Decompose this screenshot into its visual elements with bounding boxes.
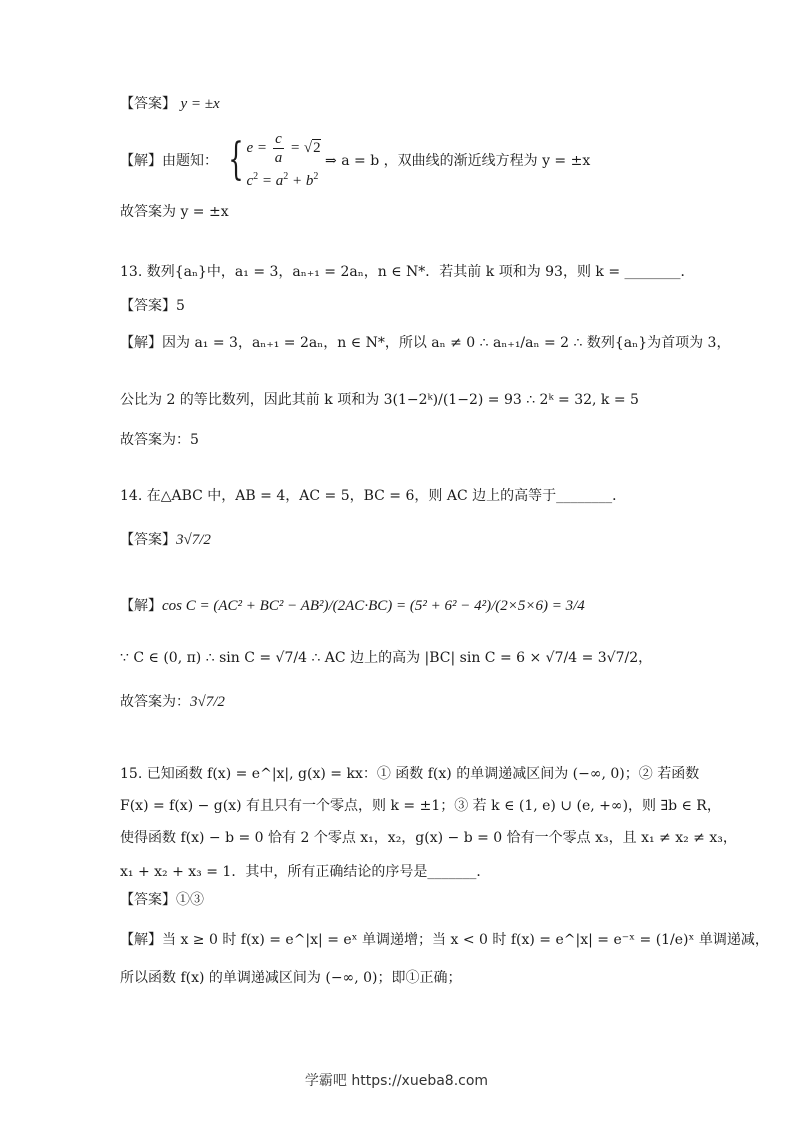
q15-stem-line1 [120, 764, 699, 784]
q15-solution-line2: 所以函数 f(x) 的单调递减区间为 (−∞, 0)；即①正确； [120, 970, 462, 986]
solution-intro: 由题知： [162, 153, 218, 169]
q13-solution-line2: 公比为 2 的等比数列，因此其前 k 项和为 3(1−2ᵏ)/(1−2) = 93 ∴ 2ᵏ = 32, k = 5 [120, 392, 639, 408]
q13-answer [120, 296, 185, 316]
question-text: 数列{aₙ}中，a₁ = 3，aₙ₊₁ = 2aₙ，n ∈ N*．若其前 k 项和为 93，则 k = ________． [146, 264, 695, 280]
q15-stem-line4: x₁ + x₂ + x₃ = 1．其中，所有正确结论的序号是_______． [120, 864, 491, 880]
q15-stem-line2: F(x) = f(x) − g(x) 有且只有一个零点，则 k = ±1；③ 若 k ∈ (1, e) ∪ (e, +∞)，则 ∃b ∈ R， [120, 798, 721, 814]
solution-result: ⇒ a = b ，双曲线的渐近线方程为 y = ±x [325, 153, 591, 169]
answer-value: 5 [176, 298, 185, 314]
solution-label: 【解】 [120, 598, 162, 614]
q12-answer [120, 94, 220, 114]
solution-label: 【解】 [120, 932, 162, 948]
q15-solution-line1 [120, 930, 769, 950]
solution-text: 因为 a₁ = 3，aₙ₊₁ = 2aₙ，n ∈ N*，所以 aₙ ≠ 0 ∴ aₙ₊₁/aₙ = 2 ∴ 数列{aₙ}为首项为 3， [162, 335, 731, 351]
question-text: 已知函数 f(x) = e^|x|, g(x) = kx：① 函数 f(x) 的单调递减区间为 (−∞, 0)；② 若函数 [146, 766, 700, 782]
answer-label: 【答案】 [120, 532, 176, 548]
conclusion-value: 3√7/2 [190, 694, 225, 710]
answer-label: 【答案】 [120, 298, 176, 314]
q14-stem [120, 486, 626, 506]
solution-text: cos C = (AC² + BC² − AB²)/(2AC·BC) = (5² + 6² − 4²)/(2×5×6) = 3/4 [162, 598, 585, 614]
q14-conclusion [120, 692, 225, 712]
q12-conclusion: 故答案为 y = ±x [120, 204, 229, 220]
q14-answer [120, 530, 211, 550]
answer-label: 【答案】 [120, 892, 176, 908]
q13-conclusion: 故答案为：5 [120, 432, 199, 448]
equation-system: { e = $\frac{c}{a}$ = √2 $c^2 = a^2 + b^2$ [228, 131, 321, 189]
question-number: 13. [120, 264, 143, 280]
answer-label: 【答案】 [120, 96, 176, 112]
answer-value: ①③ [176, 892, 204, 908]
site-footer: 学霸吧 https://xueba8.com [304, 1073, 489, 1089]
question-number: 14. [120, 488, 143, 504]
q12-solution [120, 130, 590, 190]
q15-stem-line3: 使得函数 f(x) − b = 0 恰有 2 个零点 x₁，x₂，g(x) − b = 0 恰有一个零点 x₃，且 x₁ ≠ x₂ ≠ x₃， [120, 830, 737, 846]
q14-solution-line1 [120, 596, 585, 616]
question-number: 15. [120, 766, 143, 782]
q13-stem [120, 262, 695, 282]
solution-label: 【解】 [120, 335, 162, 351]
solution-text: 当 x ≥ 0 时 f(x) = e^|x| = eˣ 单调递增；当 x < 0 时 f(x) = e^|x| = e⁻ˣ = (1/e)ˣ 单调递减， [162, 932, 769, 948]
conclusion-label: 故答案为： [120, 694, 190, 710]
solution-label: 【解】 [120, 153, 162, 169]
q14-solution-line2: ∵ C ∈ (0, π) ∴ sin C = √7/4 ∴ AC 边上的高为 |BC| sin C = 6 × √7/4 = 3√7/2， [120, 650, 653, 666]
q13-solution-line1 [120, 333, 730, 353]
question-text: 在△ABC 中，AB = 4，AC = 5，BC = 6，则 AC 边上的高等于________． [146, 488, 627, 504]
answer-value: y = ±x [180, 96, 220, 112]
answer-value: 3√7/2 [176, 532, 211, 548]
q15-answer [120, 890, 204, 910]
